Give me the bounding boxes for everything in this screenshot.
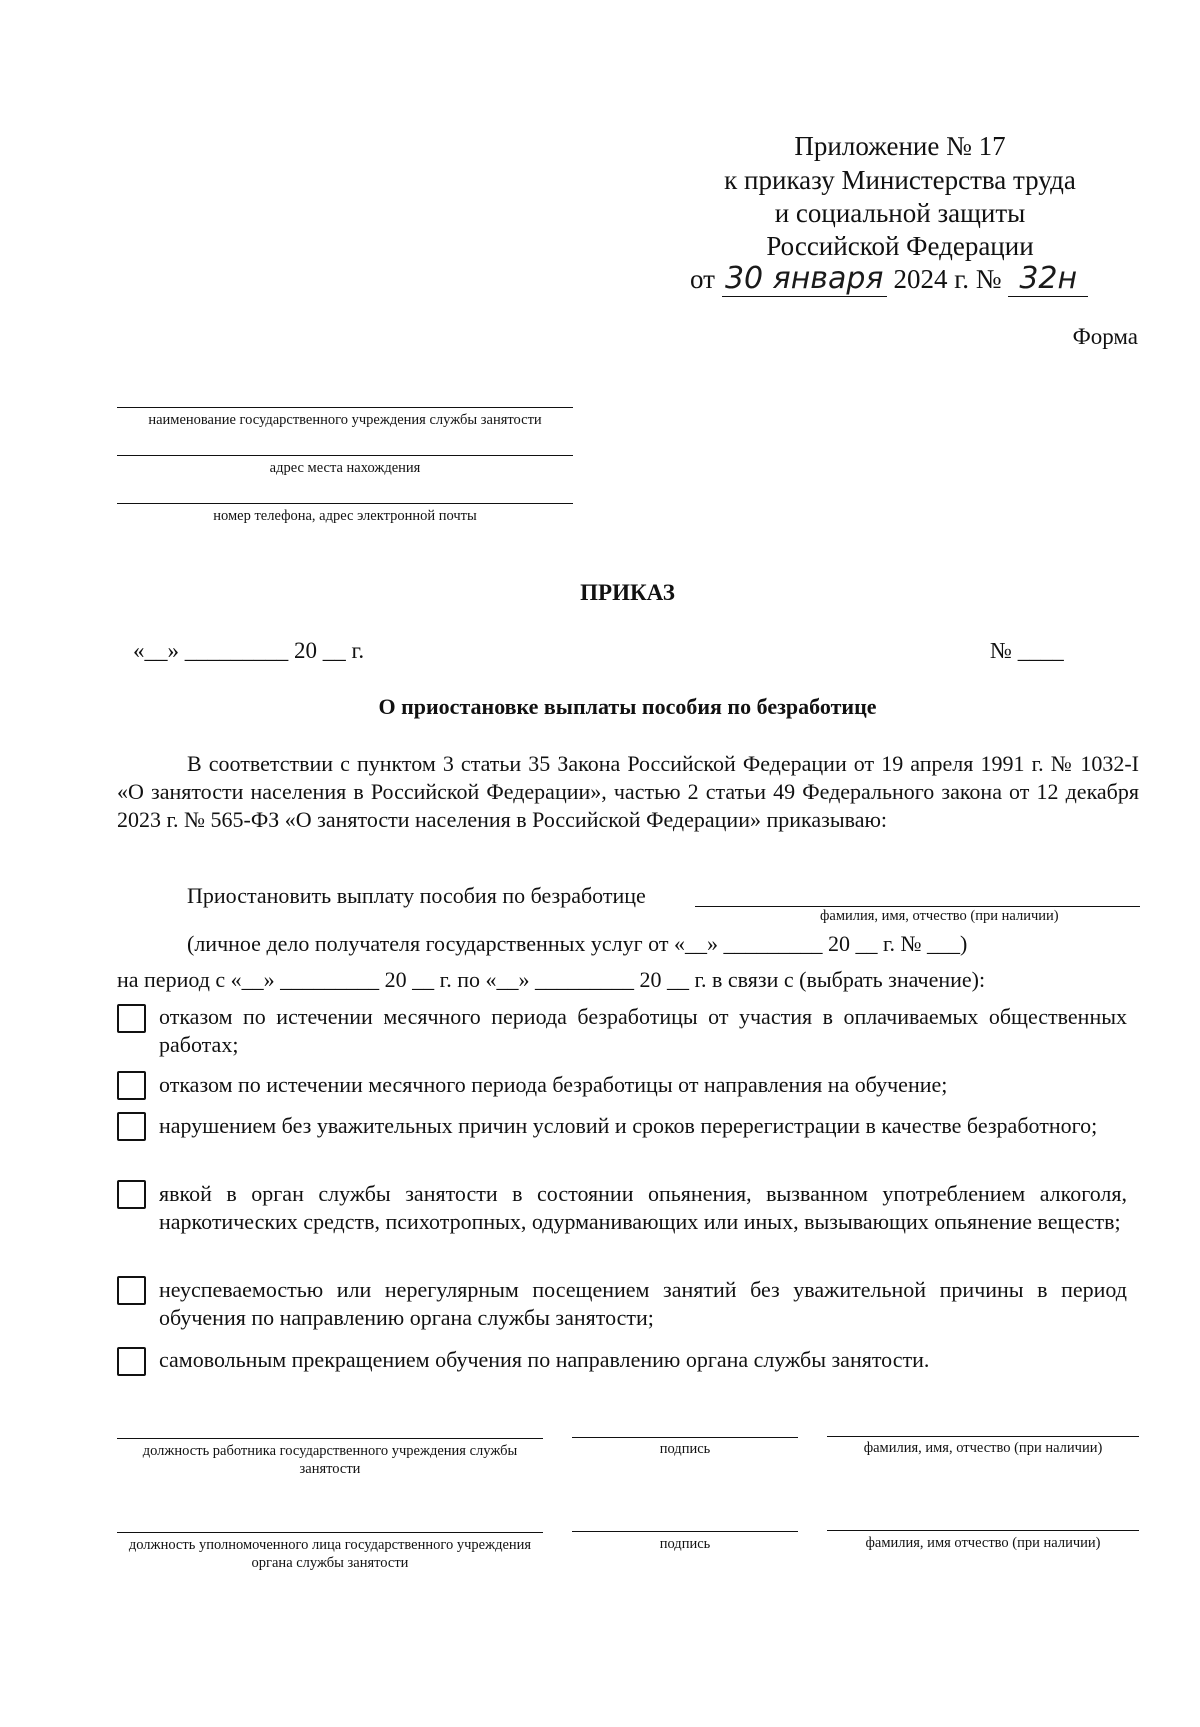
signature1-fio-line[interactable] bbox=[827, 1436, 1139, 1437]
option-text-5: неуспеваемостью или нерегулярным посещением занятий без уважительной причины в период обучения по направлению органа службы занятости; bbox=[159, 1277, 1127, 1330]
annex-ministry: и социальной защиты bbox=[774, 198, 1026, 228]
option-text-1: отказом по истечении месячного периода безработицы от участия в оплачиваемых общественных работах; bbox=[159, 1004, 1127, 1057]
signature1-sign-line[interactable] bbox=[572, 1437, 798, 1438]
option-text-2: отказом по истечении месячного периода безработицы от направления на обучение; bbox=[159, 1072, 948, 1097]
contacts-caption: номер телефона, адрес электронной почты bbox=[213, 508, 477, 524]
annex-date-line bbox=[690, 262, 1130, 297]
handwritten-date: 30 января bbox=[722, 262, 887, 297]
option-text-6: самовольным прекращением обучения по направлению органа службы занятости. bbox=[159, 1347, 930, 1372]
option-checkbox-5[interactable] bbox=[117, 1276, 146, 1305]
annex-country: Российской Федерации bbox=[766, 231, 1034, 261]
signature1-position-caption: должность работника государственного учреждения службы занятости bbox=[142, 1443, 518, 1477]
institution-name-caption: наименование государственного учреждения службы занятости bbox=[148, 412, 542, 428]
annex-order-ref: к приказу Министерства труда bbox=[724, 165, 1076, 195]
order-preamble: В соответствии с пунктом 3 статьи 35 Закона Российской Федерации от 19 апреля 1991 г. № 1032-I «О занятости населения в Российской Федерации», частью 2 статьи 49 Федерального закона от 12 декабря 2023 г. № 565-ФЗ «О занятости населения в Российской Федерации» приказываю: bbox=[117, 751, 1139, 832]
annex-number: Приложение № 17 bbox=[794, 131, 1006, 161]
fio-caption: фамилия, имя, отчество (при наличии) bbox=[820, 908, 1059, 924]
order-date: «__» _________ 20 __ г. bbox=[133, 638, 365, 663]
signature2-sign-caption: подпись bbox=[659, 1536, 711, 1552]
institution-name-line bbox=[117, 407, 573, 408]
address-caption: адрес места нахождения bbox=[269, 460, 421, 476]
signature2-fio-line[interactable] bbox=[827, 1530, 1139, 1531]
date-prefix: от bbox=[690, 264, 715, 294]
signature2-fio-caption: фамилия, имя отчество (при наличии) bbox=[865, 1535, 1101, 1551]
option-checkbox-6[interactable] bbox=[117, 1347, 146, 1376]
suspend-text: Приостановить выплату пособия по безработице bbox=[187, 883, 646, 908]
personal-file-line: (личное дело получателя государственных услуг от «__» _________ 20 __ г. № ___) bbox=[187, 931, 968, 956]
signature1-fio-caption: фамилия, имя, отчество (при наличии) bbox=[863, 1440, 1103, 1456]
signature2-position-caption: должность уполномоченного лица государственного учреждения органа службы занятости bbox=[128, 1537, 532, 1571]
order-subject: О приостановке выплаты пособия по безработице bbox=[378, 694, 877, 719]
signature2-sign-line[interactable] bbox=[572, 1531, 798, 1532]
signature2-position-line[interactable] bbox=[117, 1532, 543, 1533]
option-checkbox-2[interactable] bbox=[117, 1071, 146, 1100]
fio-input-line[interactable] bbox=[695, 906, 1140, 907]
signature1-sign-caption: подпись bbox=[659, 1441, 711, 1457]
option-text-3: нарушением без уважительных причин условий и сроков перерегистрации в качестве безработного; bbox=[159, 1113, 1098, 1138]
option-checkbox-3[interactable] bbox=[117, 1112, 146, 1141]
option-text-4: явкой в орган службы занятости в состоянии опьянения, вызванном употреблением алкоголя, наркотических средств, психотропных, одурманивающих или иных, вызывающих опьянение веществ; bbox=[159, 1181, 1127, 1234]
period-line: на период с «__» _________ 20 __ г. по «__» _________ 20 __ г. в связи с (выбрать значение): bbox=[117, 967, 986, 992]
date-year: 2024 г. № bbox=[893, 264, 1002, 294]
document-title: ПРИКАЗ bbox=[580, 580, 675, 605]
order-number: № ____ bbox=[990, 638, 1064, 663]
contacts-line bbox=[117, 503, 573, 504]
address-line bbox=[117, 455, 573, 456]
handwritten-number: 32н bbox=[1008, 262, 1088, 297]
form-label: Форма bbox=[1072, 324, 1138, 349]
signature1-position-line[interactable] bbox=[117, 1438, 543, 1439]
option-checkbox-1[interactable] bbox=[117, 1004, 146, 1033]
option-checkbox-4[interactable] bbox=[117, 1180, 146, 1209]
